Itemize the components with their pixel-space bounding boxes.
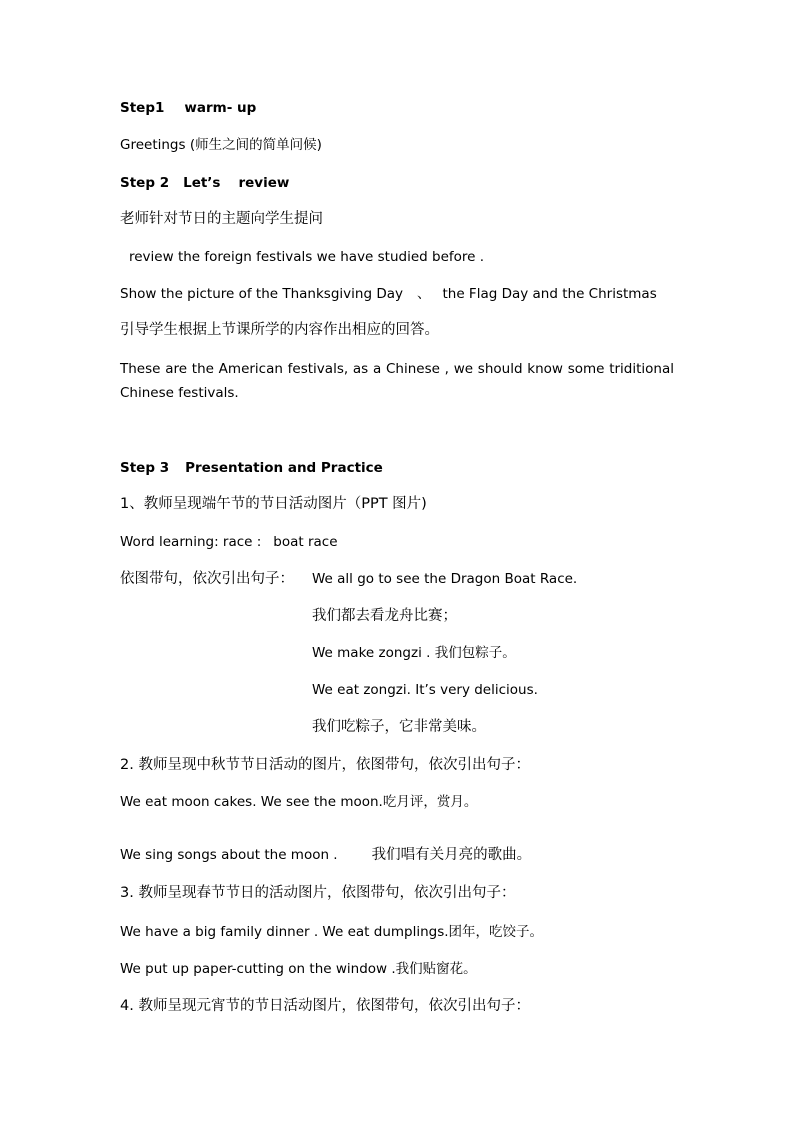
spring-sentence-2: We put up paper-cutting on the window .我们贴窗花。 <box>120 961 477 977</box>
step2-line4: 引导学生根据上节课所学的内容作出相应的回答。 <box>120 322 439 338</box>
dragon-sentence-5: 我们吃粽子，它非常美味。 <box>312 719 486 735</box>
step3-item2: 2. 教师呈现中秋节节日活动的图片，依图带句，依次引出句子： <box>120 757 530 773</box>
step1-heading-line <box>120 99 256 117</box>
dragon-sentence-2: 我们都去看龙舟比赛； <box>312 608 457 624</box>
mid-autumn-sentence-1: We eat moon cakes. We see the moon.吃月评，赏月。 <box>120 794 478 810</box>
mid-autumn-sentence-2-cn: 我们唱有关月亮的歌曲。 <box>371 847 532 863</box>
word-learning-value: boat race <box>273 534 338 550</box>
step1-label: Step1 <box>120 100 165 116</box>
dragon-sentence-1: We all go to see the Dragon Boat Race. <box>312 571 578 587</box>
step3-label: Step 3 <box>120 460 170 476</box>
step3-heading-line <box>120 459 383 477</box>
step2-paragraph: These are the American festivals, as a Chinese , we should know some triditional Chinese festivals. <box>120 361 674 401</box>
step2-line3-part-b: the Flag Day and the Christmas <box>442 286 657 302</box>
step1-title: warm- up <box>184 100 257 116</box>
greetings-line: Greetings (师生之间的简单问候) <box>120 137 322 153</box>
step3-intro1: 依图带句，依次引出句子： <box>120 571 294 587</box>
mid-autumn-sentence-2 <box>120 846 531 864</box>
step2-line1: 老师针对节日的主题向学生提问 <box>120 211 323 227</box>
step3-item3: 3. 教师呈现春节节日的活动图片，依图带句，依次引出句子： <box>120 885 516 901</box>
step3-item4: 4. 教师呈现元宵节的节日活动图片，依图带句，依次引出句子： <box>120 998 530 1014</box>
word-learning-line <box>120 533 338 551</box>
step2-label: Step 2 <box>120 175 170 191</box>
step3-item1: 1、教师呈现端午节的节日活动图片（PPT 图片) <box>120 496 427 512</box>
step2-line3-separator: 、 <box>416 286 431 302</box>
step2-heading-line <box>120 174 289 192</box>
step2-title-b: review <box>238 175 290 191</box>
step3-title: Presentation and Practice <box>185 460 383 476</box>
spring-sentence-1: We have a big family dinner . We eat dumplings.团年，吃饺子。 <box>120 924 544 940</box>
step2-line2: review the foreign festivals we have studied before . <box>129 249 485 265</box>
word-learning-label: Word learning: race : <box>120 534 262 550</box>
mid-autumn-sentence-2-en: We sing songs about the moon . <box>120 847 338 863</box>
step2-line3 <box>120 285 657 303</box>
step2-title-a: Let’s <box>183 175 221 191</box>
dragon-sentence-4: We eat zongzi. It’s very delicious. <box>312 682 538 698</box>
dragon-sentence-3: We make zongzi . 我们包粽子。 <box>312 645 516 661</box>
step2-line3-part-a: Show the picture of the Thanksgiving Day <box>120 286 403 302</box>
